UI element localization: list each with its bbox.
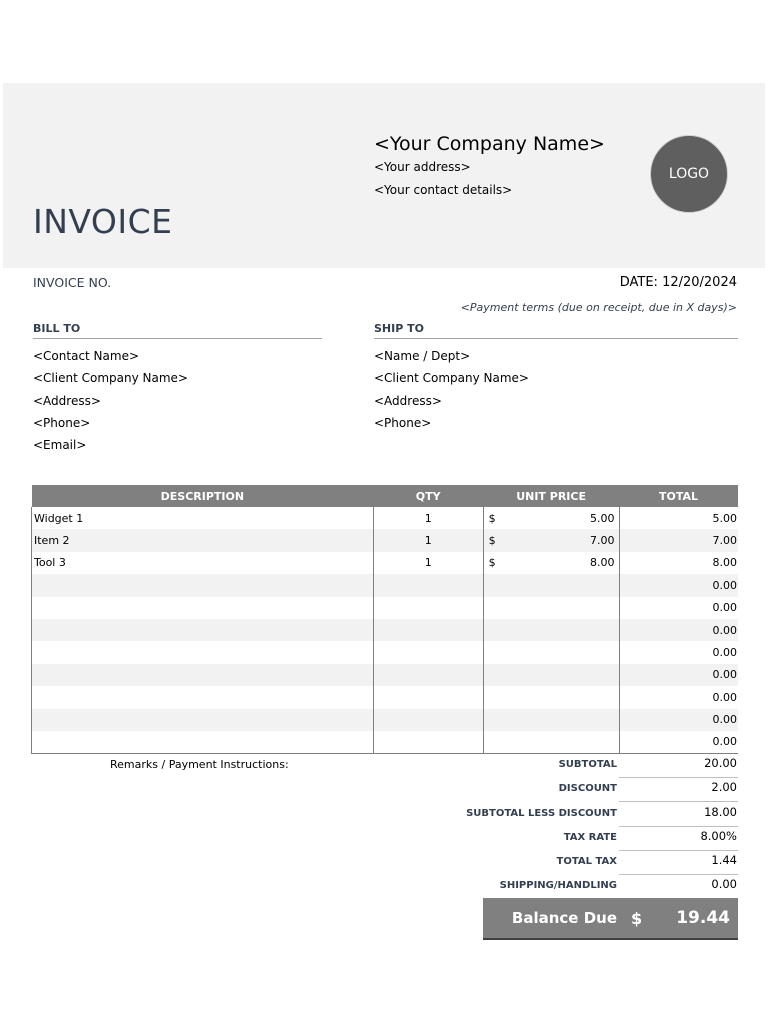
item-unit-price	[483, 664, 619, 686]
company-logo	[650, 135, 728, 213]
item-qty	[373, 619, 483, 641]
balance-currency: $	[631, 909, 643, 928]
item-qty	[373, 731, 483, 753]
currency-symbol: $	[488, 534, 496, 548]
item-description: Item 2	[32, 529, 374, 551]
table-row	[32, 529, 739, 551]
item-qty: 1	[373, 529, 483, 551]
item-total: 0.00	[619, 709, 738, 731]
item-qty	[373, 664, 483, 686]
currency-symbol: $	[488, 511, 496, 525]
payment-terms: <Payment terms (due on receipt, due in X days)>	[460, 301, 737, 314]
item-description	[32, 686, 374, 708]
item-qty	[373, 574, 483, 596]
company-name: <Your Company Name>	[374, 133, 605, 155]
ship-to-line: <Client Company Name>	[374, 371, 529, 385]
total-tax-label: TOTAL TAX	[556, 856, 617, 867]
item-qty	[373, 686, 483, 708]
column-header-total: TOTAL	[619, 485, 738, 507]
column-header-qty: QTY	[373, 485, 483, 507]
item-total: 0.00	[619, 574, 738, 596]
item-qty	[373, 709, 483, 731]
item-description	[32, 574, 374, 596]
item-total: 8.00	[619, 552, 738, 574]
column-header-description: DESCRIPTION	[32, 485, 374, 507]
balance-due-amount: 19.44	[676, 908, 730, 928]
item-qty	[373, 641, 483, 663]
item-total: 0.00	[619, 664, 738, 686]
item-total: 0.00	[619, 731, 738, 753]
item-total: 0.00	[619, 619, 738, 641]
unit-price-amount: 7.00	[590, 534, 615, 548]
item-unit-price	[483, 597, 619, 619]
item-unit-price	[483, 709, 619, 731]
item-total: 0.00	[619, 641, 738, 663]
item-qty: 1	[373, 507, 483, 529]
subtotal-less-discount-value: 18.00	[619, 803, 738, 827]
discount-label: DISCOUNT	[558, 783, 617, 794]
table-row	[32, 574, 739, 596]
table-row	[32, 507, 739, 529]
shipping-value: 0.00	[711, 877, 737, 891]
table-row	[32, 552, 739, 574]
item-description	[32, 597, 374, 619]
item-unit-price	[483, 574, 619, 596]
item-unit-price	[483, 507, 619, 529]
subtotal-value: 20.00	[619, 754, 738, 778]
item-description	[32, 709, 374, 731]
unit-price-amount: 5.00	[590, 511, 615, 525]
item-total: 7.00	[619, 529, 738, 551]
table-row	[32, 731, 739, 753]
item-unit-price	[483, 731, 619, 753]
bill-to-line: <Phone>	[33, 416, 91, 430]
tax-rate-value: 8.00%	[619, 827, 738, 851]
item-unit-price	[483, 529, 619, 551]
discount-value: 2.00	[619, 778, 738, 802]
item-unit-price	[483, 641, 619, 663]
tax-rate-label: TAX RATE	[563, 832, 617, 843]
item-unit-price	[483, 686, 619, 708]
ship-to-line: <Address>	[374, 394, 442, 408]
total-tax-value: 1.44	[619, 851, 738, 875]
line-items-table	[31, 485, 738, 754]
unit-price-amount: 8.00	[590, 556, 615, 570]
company-address: <Your address>	[374, 160, 471, 174]
item-total: 0.00	[619, 686, 738, 708]
item-description	[32, 664, 374, 686]
subtotal-less-discount-label: SUBTOTAL LESS DISCOUNT	[466, 808, 617, 819]
document-title: INVOICE	[33, 202, 173, 241]
remarks-label: Remarks / Payment Instructions:	[110, 758, 289, 771]
bill-to-line: <Client Company Name>	[33, 371, 188, 385]
company-contact: <Your contact details>	[374, 183, 513, 197]
table-row	[32, 597, 739, 619]
ship-to-heading: SHIP TO	[374, 322, 738, 339]
subtotal-label: SUBTOTAL	[558, 759, 617, 770]
logo-text: LOGO	[668, 166, 710, 182]
table-row	[32, 686, 739, 708]
item-qty	[373, 597, 483, 619]
invoice-number-label: INVOICE NO.	[33, 275, 112, 290]
item-total: 5.00	[619, 507, 738, 529]
table-row	[32, 664, 739, 686]
table-row	[32, 709, 739, 731]
item-qty: 1	[373, 552, 483, 574]
item-total: 0.00	[619, 597, 738, 619]
item-unit-price	[483, 552, 619, 574]
item-description: Widget 1	[32, 507, 374, 529]
balance-due-box	[483, 898, 738, 940]
item-description	[32, 641, 374, 663]
bill-to-heading: BILL TO	[33, 322, 322, 339]
item-description	[32, 619, 374, 641]
invoice-date: DATE: 12/20/2024	[619, 275, 737, 290]
item-description	[32, 731, 374, 753]
bill-to-line: <Address>	[33, 394, 101, 408]
table-row	[32, 641, 739, 663]
table-row	[32, 619, 739, 641]
currency-symbol: $	[488, 556, 496, 570]
bill-to-line: <Email>	[33, 438, 87, 452]
table-header-row	[32, 485, 739, 507]
balance-due-label: Balance Due	[511, 909, 617, 927]
item-description: Tool 3	[32, 552, 374, 574]
column-header-unit-price: UNIT PRICE	[483, 485, 619, 507]
shipping-label: SHIPPING/HANDLING	[499, 880, 617, 891]
ship-to-line: <Name / Dept>	[374, 349, 471, 363]
bill-to-line: <Contact Name>	[33, 349, 140, 363]
ship-to-line: <Phone>	[374, 416, 432, 430]
item-unit-price	[483, 619, 619, 641]
